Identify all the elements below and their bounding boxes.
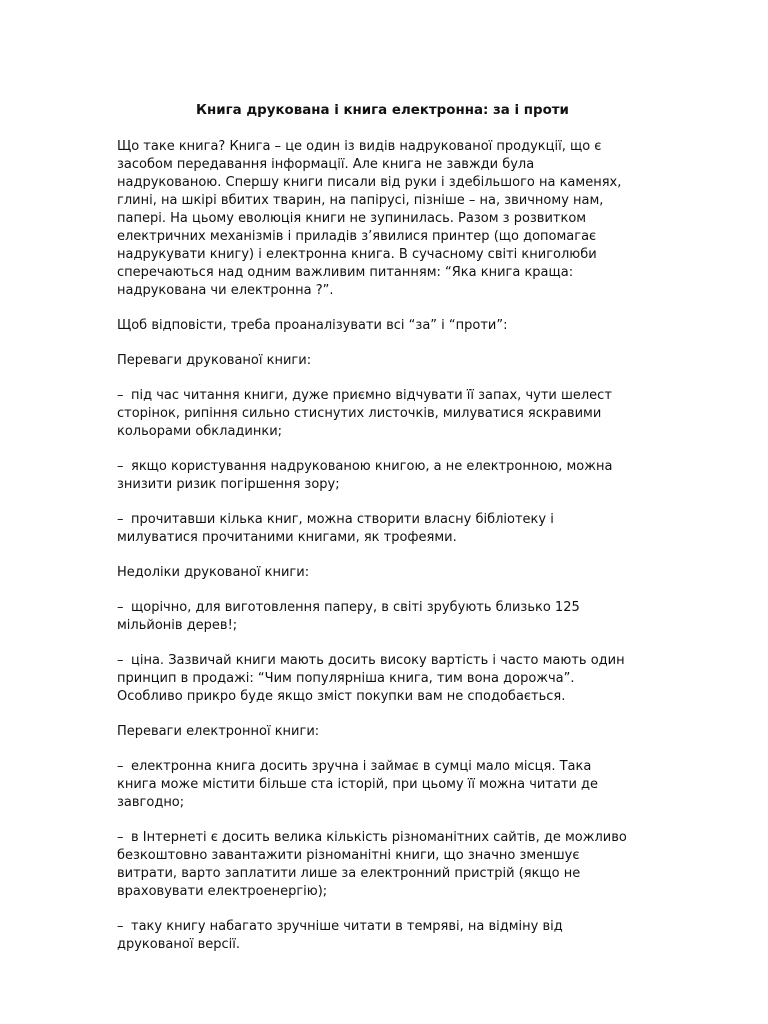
list-item-text: під час читання книги, дуже приємно відчувати її запах, чути шелест сторінок, рипіння сильно стиснутих листочків, милуватися яскравими кольорами обкладинки; — [117, 388, 612, 439]
dash-marker: – — [117, 919, 124, 934]
dash-marker: – — [117, 512, 124, 527]
dash-marker: – — [117, 388, 124, 403]
list-item-text: таку книгу набагато зручніше читати в темряві, на відміну від друкованої версії. — [117, 919, 563, 952]
section-heading-print-disadvantages: Недоліки друкованої книги: — [117, 565, 310, 580]
list-item — [117, 599, 628, 635]
section-heading-ebook-advantages: Переваги електронної книги: — [117, 724, 320, 739]
list-item-text: в Інтернеті є досить велика кількість різноманітних сайтів, де можливо безкоштовно завантажити різноманітні книги, що значно зменшує витрати, варто заплатити лише за електронний пристрій (якщо не враховувати електроенергію); — [117, 830, 627, 899]
list-item-text: якщо користування надрукованою книгою, а не електронною, можна знизити ризик погіршення зору; — [117, 459, 613, 492]
list-item — [117, 458, 628, 494]
list-item-text: електронна книга досить зручна і займає в сумці мало місця. Така книга може містити більше ста історій, при цьому її можна читати де завгодно; — [117, 759, 599, 810]
list-item — [117, 918, 628, 954]
list-item-text: ціна. Зазвичай книги мають досить високу вартість і часто мають один принцип в продажі: “Чим популярніша книга, тим вона дорожча”. Особливо прикро буде якщо зміст покупки вам не сподобається. — [117, 653, 625, 704]
dash-marker: – — [117, 600, 124, 615]
list-item-text: щорічно, для виготовлення паперу, в світі зрубують близько 125 мільйонів дерев!; — [117, 600, 580, 633]
list-item — [117, 829, 628, 901]
section-heading-print-advantages: Переваги друкованої книги: — [117, 353, 312, 368]
dash-marker: – — [117, 459, 124, 474]
list-item — [117, 758, 628, 812]
list-item — [117, 652, 628, 706]
dash-marker: – — [117, 759, 124, 774]
lead-paragraph: Щоб відповісти, треба проаналізувати всі “за” і “проти”: — [117, 318, 508, 333]
list-item — [117, 511, 628, 547]
list-item — [117, 387, 628, 441]
list-item-text: прочитавши кілька книг, можна створити власну бібліотеку і милуватися прочитаними книгами, як трофеями. — [117, 512, 554, 545]
intro-paragraph: Що таке книга? Книга – це один із видів надрукованої продукції, що є засобом передавання інформації. Але книга не завжди була надрукованою. Спершу книги писали від руки і здебільшого на каменях, глині, на шкірі вбитих тварин, на папірусі, пізніше – на, звичному нам, папері. На цьому еволюція книги не зупинилась. Разом з розвитком електричних механізмів і приладів з’явилися принтер (що допомагає надрукувати книгу) і електронна книга. В сучасному світі книголюби сперечаються над одним важливим питанням: “Яка книга краща: надрукована чи електронна ?”. — [117, 139, 622, 298]
dash-marker: – — [117, 830, 124, 845]
dash-marker: – — [117, 653, 124, 668]
document-title: Книга друкована і книга електронна: за і проти — [196, 103, 569, 118]
